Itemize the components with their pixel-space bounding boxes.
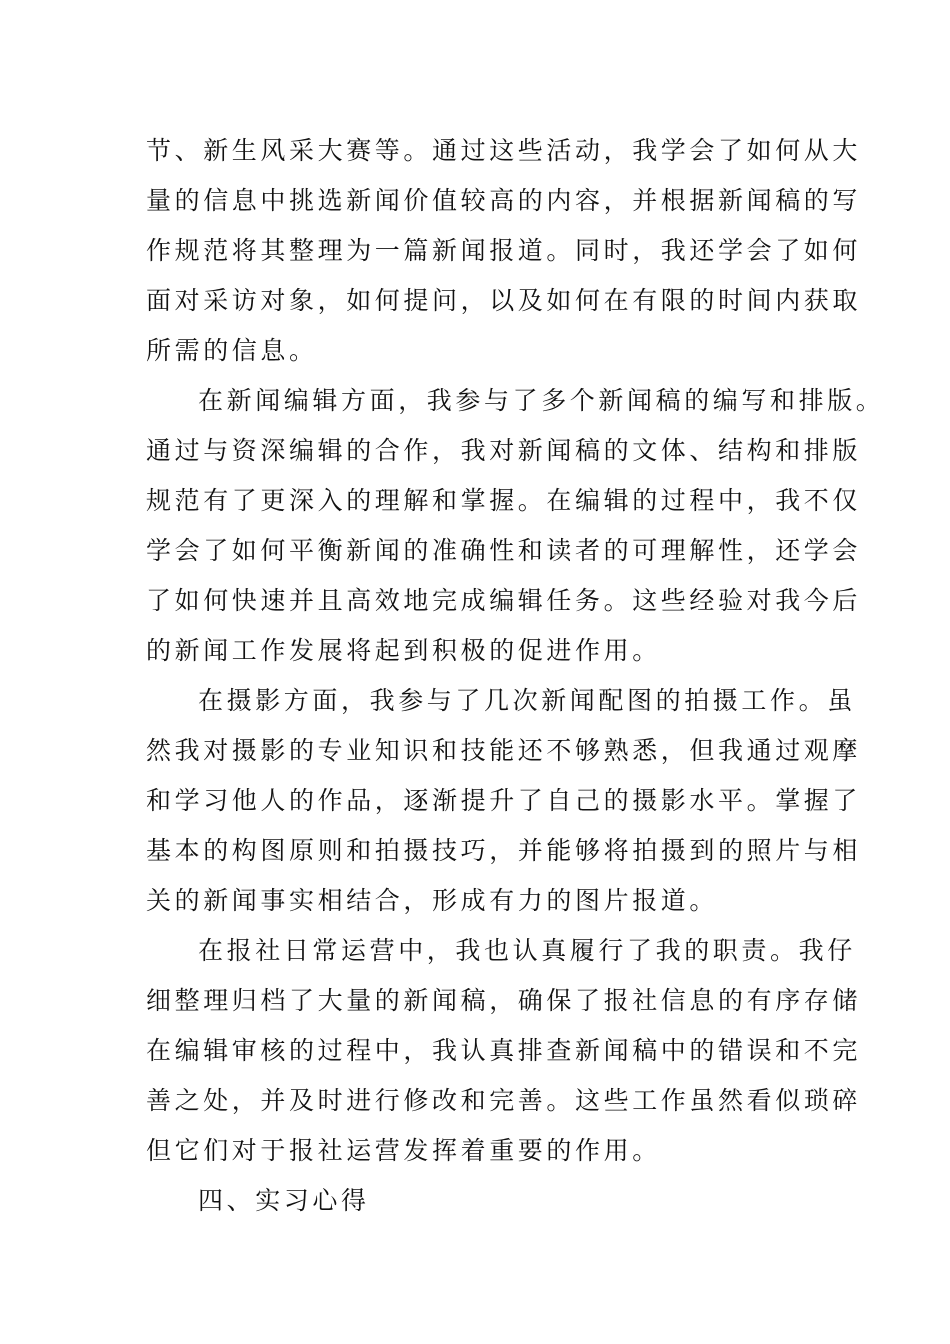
text-line: 和学习他人的作品，逐渐提升了自己的摄影水平。掌握了 [146,786,862,815]
section-heading: 四、实习心得 [198,1186,370,1215]
text-line: 量的信息中挑选新闻价值较高的内容，并根据新闻稿的写 [146,186,862,215]
text-line: 作规范将其整理为一篇新闻报道。同时，我还学会了如何 [146,236,862,265]
text-line: 善之处，并及时进行修改和完善。这些工作虽然看似琐碎 [146,1086,862,1115]
text-line: 通过与资深编辑的合作，我对新闻稿的文体、结构和排版 [146,436,862,465]
text-line: 关的新闻事实相结合，形成有力的图片报道。 [146,886,719,915]
text-line: 然我对摄影的专业知识和技能还不够熟悉，但我通过观摩 [146,736,862,765]
text-line: 学会了如何平衡新闻的准确性和读者的可理解性，还学会 [146,536,862,565]
text-line: 规范有了更深入的理解和掌握。在编辑的过程中，我不仅 [146,486,862,515]
paragraph-3-photography [146,676,862,926]
text-line: 在报社日常运营中，我也认真履行了我的职责。我仔 [198,936,856,965]
paragraph-1 [146,126,862,376]
text-line: 节、新生风采大赛等。通过这些活动，我学会了如何从大 [146,136,862,165]
document-body [146,126,885,1226]
text-line: 基本的构图原则和拍摄技巧，并能够将拍摄到的照片与相 [146,836,862,865]
text-line: 细整理归档了大量的新闻稿，确保了报社信息的有序存储 [146,986,862,1015]
paragraph-2-news-editing [146,376,885,676]
text-line: 面对采访对象，如何提问，以及如何在有限的时间内获取 [146,286,862,315]
text-line: 在编辑审核的过程中，我认真排查新闻稿中的错误和不完 [146,1036,862,1065]
section-heading-internship-reflections [146,1176,810,1226]
text-line: 但它们对于报社运营发挥着重要的作用。 [146,1136,661,1165]
text-line: 在新闻编辑方面，我参与了多个新闻稿的编写和排版。 [198,386,885,415]
text-line: 在摄影方面，我参与了几次新闻配图的拍摄工作。虽 [198,686,856,715]
paragraph-4-daily-operations [146,926,862,1176]
text-line: 了如何快速并且高效地完成编辑任务。这些经验对我今后 [146,586,862,615]
text-line: 的新闻工作发展将起到积极的促进作用。 [146,636,661,665]
text-line: 所需的信息。 [146,336,318,365]
